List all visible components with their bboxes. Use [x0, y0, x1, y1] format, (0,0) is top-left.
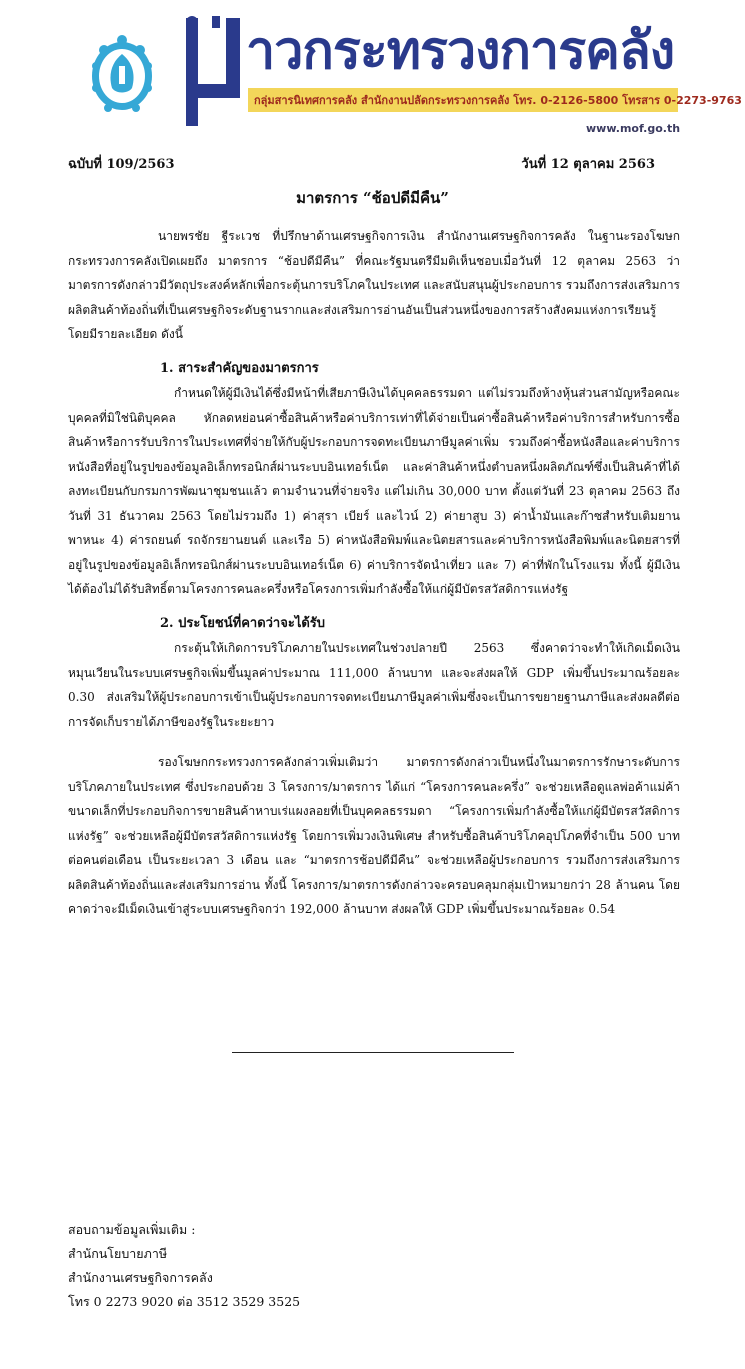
closing-paragraph: รองโฆษกกระทรวงการคลังกล่าวเพิ่มเติมว่า มาตรการดังกล่าวเป็นหนึ่งในมาตรการรักษาระดับการบริโภคภายในประเทศ ซึ่งประกอบด้วย 3 โครงการ/มาตรการ ได้แก่ “โครงการคนละครึ่ง” จะช่วยเหลือดูแลพ่อค้าแม่ค้าขนาดเล็กที่ประกอบกิจการขายสินค้าหาบเร่แผงลอยที่เป็นบุคคลธรรมดา “โครงการเพิ่มกำลังซื้อให้แก่ผู้มีบัตรสวัสดิการแห่งรัฐ” จะช่วยเหลือผู้มีบัตรสวัสดิการแห่งรัฐ โดยการเพิ่มวงเงินพิเศษ สำหรับซื้อสินค้าบริโภคอุปโภคที่จำเป็น 500 บาทต่อคนต่อเดือน เป็นระยะเวลา 3 เดือน และ “มาตรการช้อปดีมีคืน” จะช่วยเหลือผู้ประกอบการ รวมถึงการส่งเสริมการผลิตสินค้าท้องถิ่นและส่งเสริมการอ่าน ทั้งนี้ โครงการ/มาตรการดังกล่าวจะครอบคลุมกลุ่มเป้าหมายกว่า 28 ล้านคน โดยคาดว่าจะมีเม็ดเงินเข้าสู่ระบบเศรษฐกิจกว่า 192,000 ล้านบาท ส่งผลให้ GDP เพิ่มขึ้นประมาณร้อยละ 0.54 — [68, 755, 680, 916]
issue-date: วันที่ 12 ตุลาคม 2563 — [521, 157, 655, 172]
section-1-paragraph: กำหนดให้ผู้มีเงินได้ซึ่งมีหน้าที่เสียภาษีเงินได้บุคคลธรรมดา แต่ไม่รวมถึงห้างหุ้นส่วนสามัญหรือคณะบุคคลที่มิใช่นิติบุคคล หักลดหย่อนค่าซื้อสินค้าหรือค่าบริการเท่าที่ได้จ่ายเป็นค่าซื้อสินค้าหรือค่าบริการสำหรับการซื้อสินค้าหรือการรับบริการในประเทศที่จ่ายให้กับผู้ประกอบการจดทะเบียนภาษีมูลค่าเพิ่ม รวมถึงค่าซื้อหนังสือและค่าบริการหนังสือที่อยู่ในรูปของข้อมูลอิเล็กทรอนิกส์ผ่านระบบอินเทอร์เน็ต และค่าสินค้าหนึ่งตำบลหนึ่งผลิตภัณฑ์ซึ่งเป็นสินค้าที่ได้ลงทะเบียนกับกรมการพัฒนาชุมชนแล้ว ตามจำนวนที่จ่ายจริง แต่ไม่เกิน 30,000 บาท ตั้งแต่วันที่ 23 ตุลาคม 2563 ถึงวันที่ 31 ธันวาคม 2563 โดยไม่รวมถึง 1) ค่าสุรา เบียร์ และไวน์ 2) ค่ายาสูบ 3) ค่าน้ำมันและก๊าซสำหรับเติมยานพาหนะ 4) ค่ารถยนต์ รถจักรยานยนต์ และเรือ 5) ค่าหนังสือพิมพ์และนิตยสารและค่าบริการหนังสือพิมพ์และนิตยสารที่อยู่ในรูปของข้อมูลอิเล็กทรอนิกส์ผ่านระบบอินเทอร์เน็ต 6) ค่าบริการจัดนำเที่ยว และ 7) ค่าที่พักในโรงแรม ทั้งนี้ ผู้มีเงินได้ต้องไม่ได้รับสิทธิ์ตามโครงการคนละครึ่งหรือโครงการเพิ่มกำลังซื้อให้แก่ผู้มีบัตรสวัสดิการแห่งรัฐ — [68, 386, 680, 596]
masthead-title: าวกระทรวงการคลัง — [246, 21, 675, 81]
contact-bar-text: กลุ่มสารนิเทศการคลัง สำนักงานปลัดกระทรวงการคลัง โทร. 0-2126-5800 โทรสาร 0-2273-9763 — [254, 94, 742, 107]
masthead-initial-mark — [182, 14, 246, 126]
ministry-emblem-icon — [86, 32, 158, 118]
website-url[interactable]: www.mof.go.th — [586, 122, 681, 135]
issue-number: ฉบับที่ 109/2563 — [68, 157, 175, 172]
masthead — [182, 14, 742, 126]
section-2-paragraph: กระตุ้นให้เกิดการบริโภคภายในประเทศในช่วงปลายปี 2563 ซึ่งคาดว่าจะทำให้เกิดเม็ดเงินหมุนเวียนในระบบเศรษฐกิจเพิ่มขึ้นมูลค่าประมาณ 111,000 ล้านบาท และจะส่งผลให้ GDP เพิ่มขึ้นประมาณร้อยละ 0.30 ส่งเสริมให้ผู้ประกอบการเข้าเป็นผู้ประกอบการจดทะเบียนภาษีมูลค่าเพิ่มซึ่งจะเป็นการขยายฐานภาษีและส่งผลดีต่อการจัดเก็บรายได้ภาษีของรัฐในระยะยาว — [68, 641, 680, 729]
contact-phone: โทร 0 2273 9020 ต่อ 3512 3529 3525 — [68, 1294, 301, 1309]
section-1-title: 1. สาระสำคัญของมาตรการ — [160, 360, 319, 376]
end-divider — [232, 1052, 514, 1053]
article-body — [68, 224, 680, 922]
section-2-title: 2. ประโยชน์ที่คาดว่าจะได้รับ — [160, 615, 326, 631]
contact-label: สอบถามข้อมูลเพิ่มเติม : — [68, 1222, 196, 1237]
contact-block — [68, 1218, 300, 1314]
contact-office: สำนักนโยบายภาษี — [68, 1246, 168, 1261]
contact-agency: สำนักงานเศรษฐกิจการคลัง — [68, 1270, 213, 1285]
letterhead — [0, 0, 745, 140]
page-title: มาตรการ “ช้อปดีมีคืน” — [296, 189, 449, 207]
intro-paragraph: นายพรชัย ฐีระเวช ที่ปรึกษาด้านเศรษฐกิจการเงิน สำนักงานเศรษฐกิจการคลัง ในฐานะรองโฆษกกระทรวงการคลังเปิดเผยถึง มาตรการ “ช้อปดีมีคืน” ที่คณะรัฐมนตรีมีมติเห็นชอบเมื่อวันที่ 12 ตุลาคม 2563 ว่า มาตรการดังกล่าวมีวัตถุประสงค์หลักเพื่อกระตุ้นการบริโภคในประเทศ และสนับสนุนผู้ประกอบการ รวมถึงการส่งเสริมการผลิตสินค้าท้องถิ่นที่เป็นเศรษฐกิจระดับฐานรากและส่งเสริมการอ่านอันเป็นส่วนหนึ่งของการสร้างสังคมแห่งการเรียนรู้ โดยมีรายละเอียด ดังนี้ — [68, 229, 680, 341]
